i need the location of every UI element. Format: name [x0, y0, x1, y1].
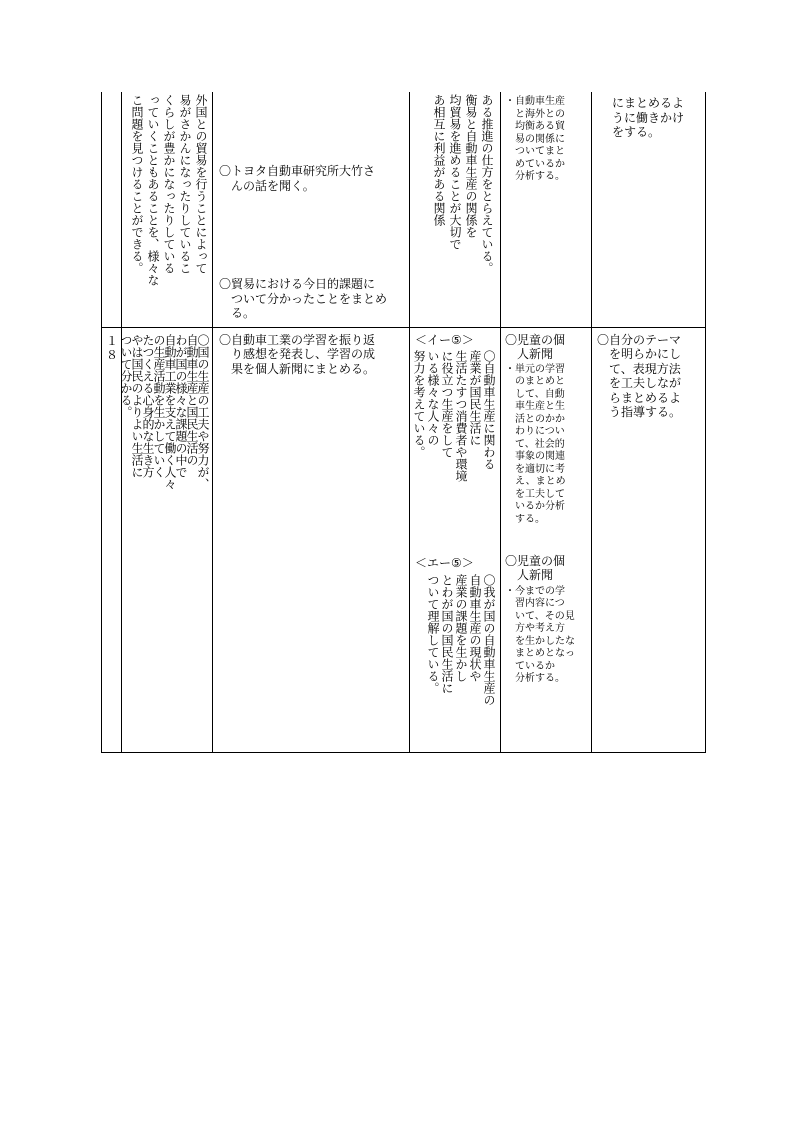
vertical-text-column: 産業が国民生活に — [468, 349, 482, 446]
evaluation-text-i5 — [410, 348, 500, 548]
vertical-text-column: 易がさかんになったりしているこ — [178, 94, 192, 274]
aim-cell — [119, 327, 213, 752]
vertical-text-column: 〇自動車生産に関わる — [482, 349, 496, 470]
lesson-plan-table — [101, 92, 706, 753]
aim-cell — [122, 92, 213, 327]
vertical-text-column: こ問題を見つけることができる。 — [130, 94, 144, 274]
vertical-text-column: 〇我が国の自動車生産の — [482, 573, 496, 706]
vertical-text-column: 生活たすつ消費者や環境 — [454, 349, 468, 482]
vertical-text-column: に役立つ生産をして — [440, 349, 454, 458]
vertical-text-column: 自動車工業を支えて働く人々 — [163, 333, 177, 490]
support-text: 〇自分のテーマ を明らかにし て、表現方法 を工夫しなが らまとめるよ う指導する。 — [597, 332, 682, 419]
vertical-text-column: いる様々な人々の — [426, 349, 440, 446]
vertical-text-column: 自動車生産の現状や — [468, 573, 482, 682]
method-b-text: ・今までの学 習内容につ いて、その見 方や考え方 を生かしたな まとめとなっ ているか 分析する。 — [505, 585, 575, 684]
evaluation-cell — [410, 92, 501, 327]
vertical-text-column: 〇国の生産の工夫や努力が、 — [196, 333, 210, 490]
method-a-title: 〇児童の個 人新聞 — [505, 332, 566, 361]
vertical-text-column: あ相互に利益がある関係 — [432, 94, 446, 226]
evaluation-criterion-e5: ＜エー⑤＞ — [415, 555, 474, 570]
vertical-text-column: ついて理解している。 — [426, 573, 440, 694]
method-a-text: ・単元の学習 のまとめと して、自動 車生産と生 活とのかか わりについ て、社会的 事象の関連 を適切に考 え、まとめ を工夫して いるか分析 する。 — [505, 363, 566, 525]
support-cell — [592, 327, 706, 752]
method-b-title: 〇児童の個 人新聞 — [505, 553, 566, 582]
vertical-text-column: わが国の様々な課題の中で — [174, 333, 188, 478]
vertical-text-column: 衡易と自動車生産の関係を — [464, 94, 478, 238]
vertical-text-column: とわが国の国民生活に — [440, 573, 454, 694]
evaluation-text — [410, 92, 500, 327]
method-cell — [501, 92, 592, 327]
evaluation-cell — [410, 327, 501, 752]
hour-number: １ ８ — [106, 333, 119, 362]
vertical-text-column: ついて分かる。 — [119, 333, 133, 418]
activity-cell — [213, 92, 410, 327]
method-text: ・自動車生産 と海外との 均衡ある貿 易の関係に ついてまと めているか 分析する。 — [505, 96, 565, 182]
vertical-text-column: 均貿易を進めることが大切で — [448, 94, 462, 250]
vertical-text-column: たつくえる心身的な生き方 — [141, 333, 155, 478]
vertical-text-column: くらしが豊かになったりしている — [162, 94, 176, 274]
support-cell — [592, 92, 706, 327]
aim-text — [122, 92, 212, 327]
vertical-text-column: 産業の課題を生かし — [454, 573, 468, 682]
activity-item-reflection: 〇自動車工業の学習を振り返 り感想を発表し、学習の成 果を個人新聞にまとめる。 — [219, 332, 376, 376]
vertical-text-column: 努力を考えている。 — [412, 349, 426, 458]
activity-item-summary: 〇貿易における今日的課題に ついて分かったことをまとめ る。 — [219, 277, 388, 320]
evaluation-criterion-i5: ＜イー⑤＞ — [415, 332, 474, 347]
method-cell — [501, 327, 592, 752]
activity-item-talk: 〇トヨタ自動車研究所大竹さ んの話を聞く。 — [219, 164, 376, 193]
vertical-text-column: やは国民のよりよい生活に — [130, 333, 144, 478]
vertical-text-column: 自動車生産と国民生活の — [185, 333, 199, 466]
vertical-text-column: の生産活動を生かしていく — [152, 333, 166, 478]
vertical-text-column: っていくこともあることを、様々な — [146, 94, 160, 286]
evaluation-text-e5 — [410, 572, 500, 752]
table-row-18 — [102, 327, 706, 752]
vertical-text-column: ある推進の仕方をとらえている。 — [480, 94, 494, 274]
hour-cell — [102, 92, 122, 327]
table-row-continued — [102, 92, 706, 327]
activity-cell — [213, 327, 410, 752]
support-text: にまとめるよ うに働きかけ をする。 — [612, 96, 685, 139]
vertical-text-column: 外国との貿易を行うことによって — [194, 94, 208, 274]
